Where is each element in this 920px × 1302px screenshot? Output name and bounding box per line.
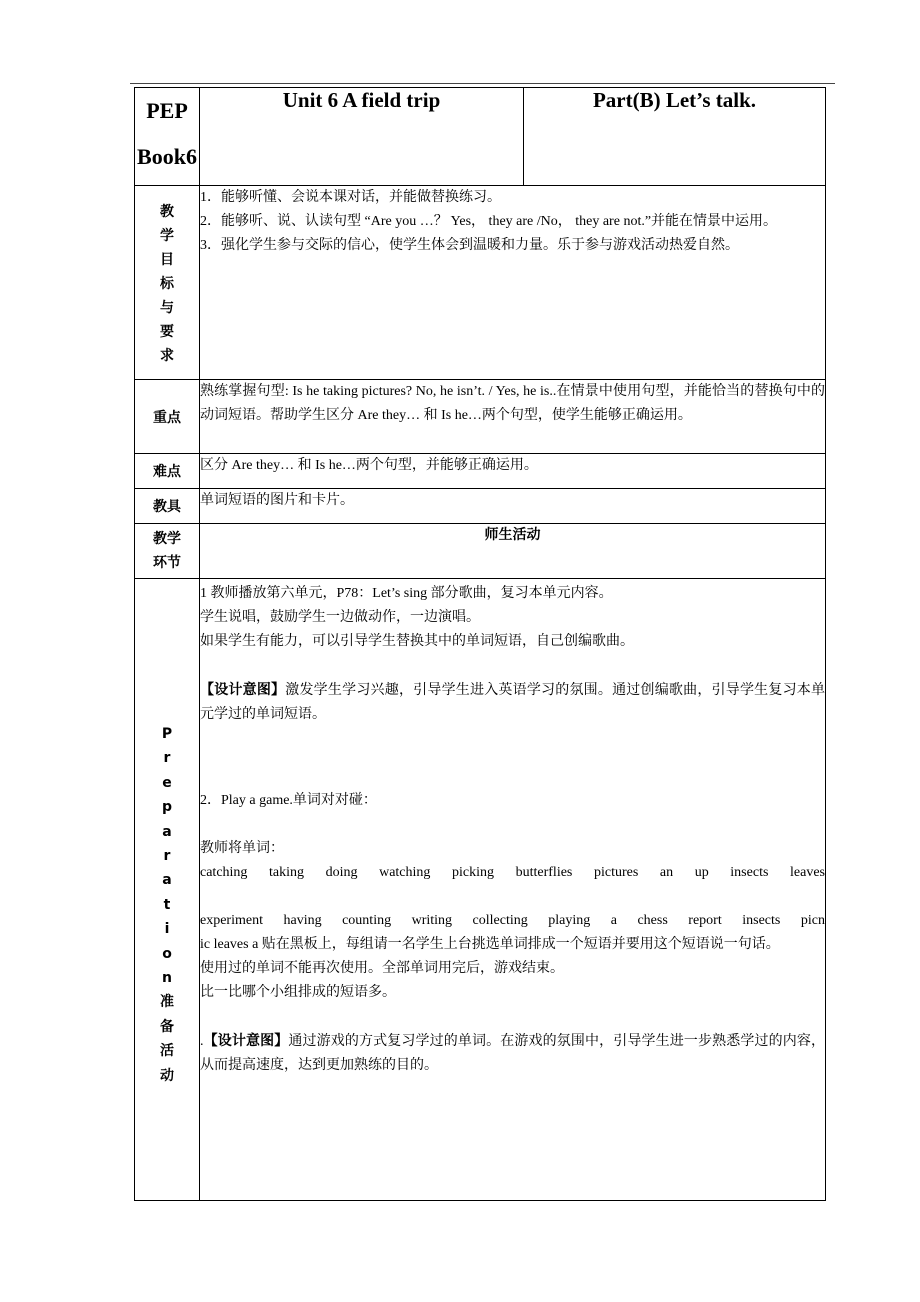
preparation-label: [135, 722, 199, 1088]
header-row: [135, 88, 826, 186]
vertical-label-char: p: [161, 799, 173, 816]
goal-item: 2．能够听、说、认读句型 “Are you …？ Yes， they are /No， they are not.”并能在情景中运用。: [200, 214, 778, 229]
design-intent-2: [200, 1029, 825, 1078]
word-card: experiment: [200, 913, 263, 928]
vertical-label-char: 活: [160, 1043, 174, 1060]
design-intent-label: 【设计意图】: [200, 682, 286, 698]
game-rule: 使用过的单词不能再次使用。全部单词用完后，游戏结束。: [200, 961, 564, 976]
process-label-line: 教学: [153, 531, 181, 547]
word-card: up: [694, 865, 709, 880]
vertical-label-char: e: [162, 774, 172, 791]
vertical-label-char: 要: [160, 324, 174, 340]
vertical-label-char: 目: [160, 252, 174, 268]
difficult-points-content: 区分 Are they… 和 Is he…两个句型，并能够正确运用。: [200, 454, 826, 489]
word-card: picking: [452, 865, 495, 880]
key-points-row: [135, 380, 826, 454]
difficult-points-row: [135, 454, 826, 489]
vertical-label-char: 求: [160, 348, 174, 364]
vertical-label-char: t: [163, 896, 171, 913]
vertical-label-char: 准: [160, 994, 174, 1011]
vertical-label-char: 备: [160, 1018, 174, 1035]
activity-line: 学生说唱，鼓励学生一边做动作，一边演唱。: [200, 610, 480, 625]
preparation-content: [200, 579, 826, 1201]
vertical-label-char: 动: [160, 1067, 174, 1084]
key-points-label: 重点: [135, 380, 200, 454]
vertical-label-char: 标: [160, 276, 174, 292]
word-card: having: [283, 913, 322, 928]
process-label-line: 环节: [153, 555, 181, 571]
word-card: catching: [200, 865, 248, 880]
game-rule: 比一比哪个小组排成的短语多。: [200, 985, 396, 1000]
key-points-content: 熟练掌握句型: Is he taking pictures? No, he isn’t. / Yes, he is..在情景中使用句型，并能恰当的替换句中的动词短语。帮助学生区分 Are they… 和 Is he…两个句型，使学生能够正确运用。: [200, 380, 826, 454]
word-card: picn: [800, 913, 825, 928]
design-intent-1: [200, 678, 825, 727]
word-list-line-2: [200, 909, 825, 933]
activity2-title: 2．Play a game.单词对对碰：: [200, 793, 377, 808]
word-card: report: [688, 913, 722, 928]
word-card: watching: [379, 865, 431, 880]
goals-row: [135, 186, 826, 380]
vertical-label-char: i: [164, 921, 170, 938]
word-card: writing: [411, 913, 453, 928]
word-card: taking: [269, 865, 305, 880]
difficult-points-label: 难点: [135, 454, 200, 489]
header-rule: [130, 83, 835, 84]
preparation-row: [135, 579, 826, 1201]
activity-line: 1 教师播放第六单元，P78：Let’s sing 部分歌曲，复习本单元内容。: [200, 586, 613, 601]
word-card: chess: [637, 913, 668, 928]
aids-row: [135, 489, 826, 524]
activities-title: 师生活动: [200, 524, 826, 579]
process-row: [135, 524, 826, 579]
part-title: Part(B) Let’s talk.: [524, 88, 826, 186]
word-card: an: [659, 865, 674, 880]
activity-line: 如果学生有能力，可以引导学生替换其中的单词短语，自己创编歌曲。: [200, 634, 634, 649]
vertical-label-char: 与: [160, 300, 174, 316]
goal-item: 3．强化学生参与交际的信心，使学生体会到温暖和力量。乐于参与游戏活动热爱自然。: [200, 238, 739, 253]
goals-content: [200, 186, 826, 380]
unit-title: Unit 6 A field trip: [200, 88, 524, 186]
vertical-label-char: o: [162, 945, 172, 962]
word-card: doing: [325, 865, 358, 880]
design-intent-text: 通过游戏的方式复习学过的单词。在游戏的氛围中，引导学生进一步熟悉学过的内容，从而提高速度，达到更加熟练的目的。: [200, 1034, 826, 1073]
goal-item: 1．能够听懂、会说本课对话，并能做替换练习。: [200, 190, 501, 205]
preparation-label-cell: [135, 579, 200, 1201]
lesson-plan-table: [134, 87, 826, 1201]
vertical-label-char: n: [162, 970, 172, 987]
vertical-label-char: r: [163, 750, 171, 767]
process-label-cell: [135, 524, 200, 579]
word-card: leaves: [790, 865, 825, 880]
word-card: insects: [742, 913, 781, 928]
vertical-label-char: a: [162, 872, 172, 889]
aids-label: 教具: [135, 489, 200, 524]
design-intent-prefix: .: [200, 1034, 204, 1049]
book-number: Book6: [137, 144, 197, 169]
word-card: pictures: [593, 865, 639, 880]
word-card: insects: [730, 865, 769, 880]
book-label: PEP: [146, 98, 188, 123]
goals-label-cell: [135, 186, 200, 380]
design-intent-label: 【设计意图】: [203, 1033, 289, 1049]
vertical-label-char: a: [162, 823, 172, 840]
vertical-label-char: r: [163, 848, 171, 865]
word-card: playing: [548, 913, 591, 928]
aids-content: 单词短语的图片和卡片。: [200, 489, 826, 524]
vertical-label-char: 教: [160, 204, 174, 220]
vertical-label-char: P: [161, 726, 173, 742]
word-list-line-1: [200, 861, 825, 885]
teacher-words: 教师将单词：: [200, 841, 284, 856]
book-cell: [135, 88, 200, 186]
word-card: counting: [342, 913, 392, 928]
word-list-line-3: ic leaves a 贴在黑板上，每组请一名学生上台挑选单词排成一个短语并要用这个短语说一句话。: [200, 937, 780, 952]
design-intent-text: 激发学生学习兴趣，引导学生进入英语学习的氛围。通过创编歌曲，引导学生复习本单元学过的单词短语。: [200, 683, 826, 722]
goals-label: [135, 200, 199, 368]
word-card: collecting: [472, 913, 528, 928]
vertical-label-char: 学: [160, 228, 174, 244]
word-card: butterflies: [515, 865, 573, 880]
word-card: a: [610, 913, 617, 928]
